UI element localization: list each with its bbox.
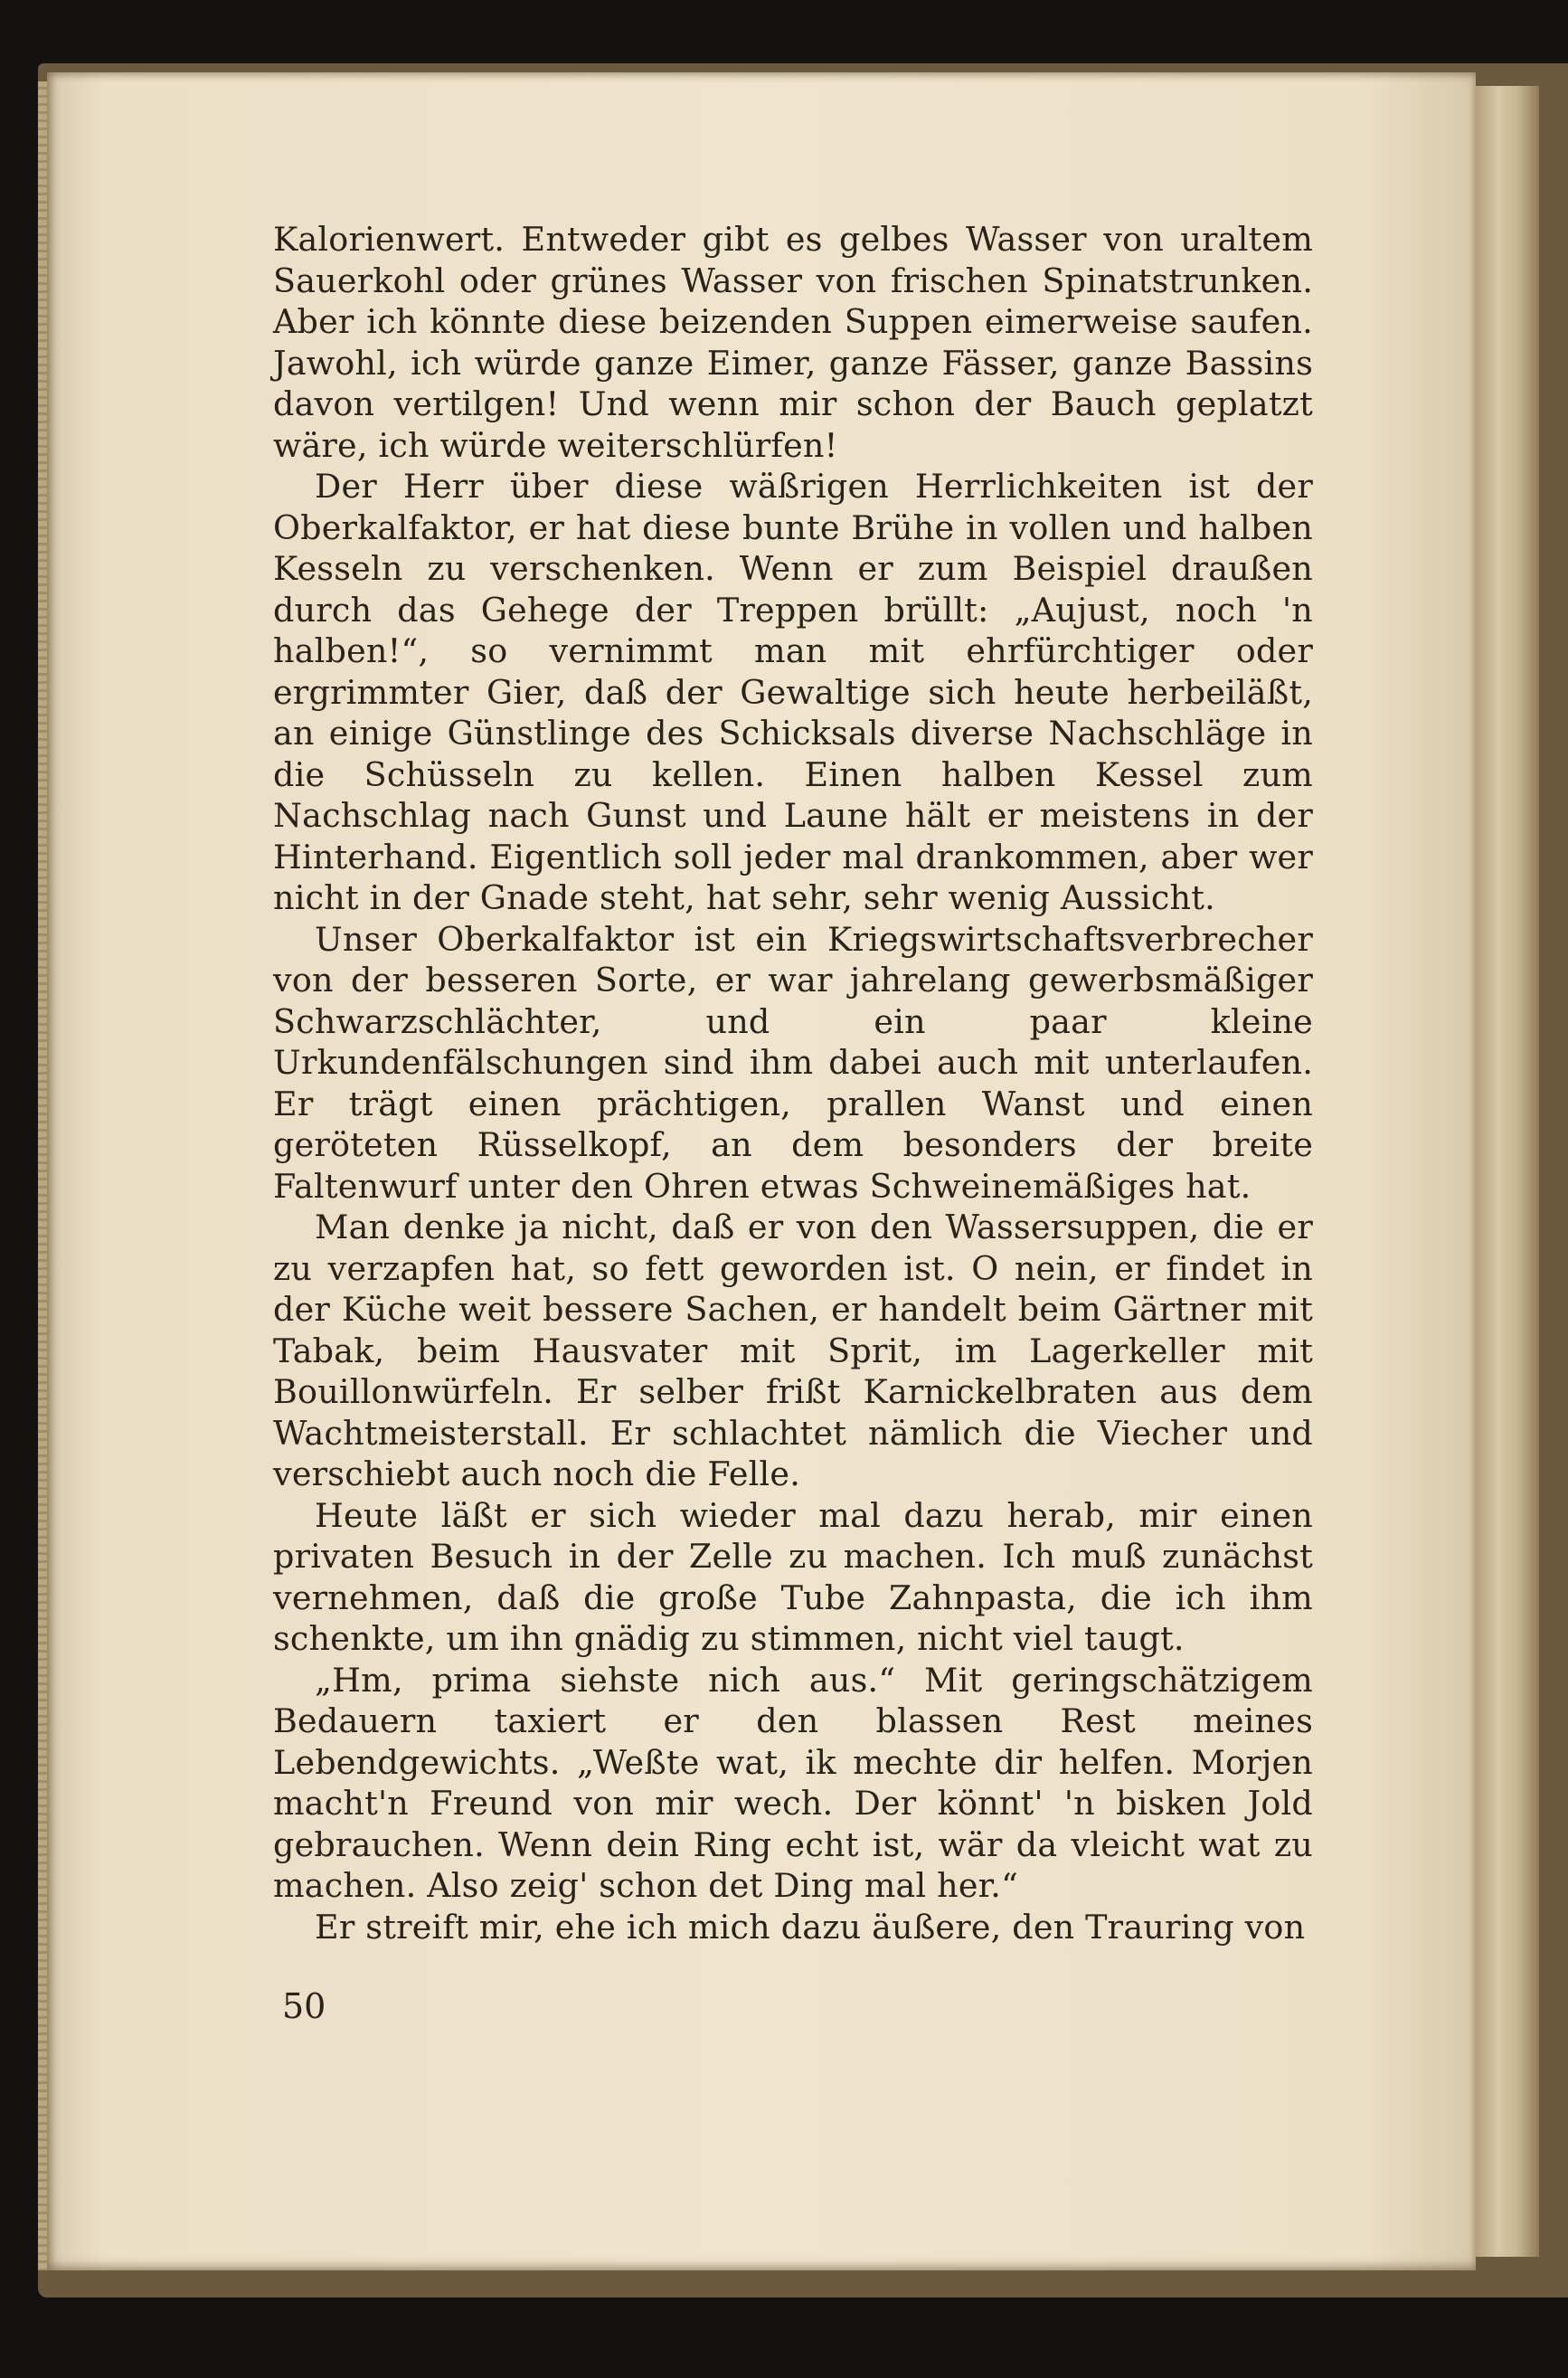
paragraph: Heute läßt er sich wieder mal dazu herab, mir einen privaten Besuch in der Zelle zu machen. Ich muß zunächst vernehmen, daß die große Tube Zahnpasta, die ich ihm schenkte, um ihn gnädig zu stimmen, nicht viel taugt.	[273, 1495, 1313, 1658]
paragraph: Kalorienwert. Entweder gibt es gelbes Wasser von uraltem Sauerkohl oder grünes Wasser von frischen Spinatstrunken. Aber ich könnte diese beizenden Suppen eimerweise saufen. Jawohl, ich würde ganze Eimer, ganze Fässer, ganze Bassins davon vertilgen! Und wenn mir schon der Bauch geplatzt wäre, ich würde weiterschlürfen!	[273, 220, 1313, 465]
paragraph: Unser Oberkalfaktor ist ein Kriegswirtschaftsverbrecher von der besseren Sorte, er war jahrelang gewerbsmäßiger Schwarzschlächter, und ein paar kleine Urkundenfälschungen sind ihm dabei auch mit unterlaufen. Er trägt einen prächtigen, prallen Wanst und einen geröteten Rüsselkopf, an dem besonders der breite Faltenwurf unter den Ohren etwas Schweinemäßiges hat.	[273, 919, 1313, 1206]
body-text	[273, 219, 1313, 1947]
paragraph: Der Herr über diese wäßrigen Herrlichkeiten ist der Oberkalfaktor, er hat diese bunte Brühe in vollen und halben Kesseln zu verschenken. Wenn er zum Beispiel draußen durch das Gehege der Treppen brüllt: „Aujust, noch 'n halben!“, so vernimmt man mit ehrfürchtiger oder ergrimmter Gier, daß der Gewaltige sich heute herbeiläßt, an einige Günstlinge des Schicksals diverse Nachschläge in die Schüsseln zu kellen. Einen halben Kessel zum Nachschlag nach Gunst und Laune hält er meistens in der Hinterhand. Eigentlich soll jeder mal drankommen, aber wer nicht in der Gnade steht, hat sehr, sehr wenig Aussicht.	[273, 467, 1313, 917]
page-stack-right-edge	[1476, 86, 1539, 2257]
paragraph: „Hm, prima siehste nich aus.“ Mit geringschätzigem Bedauern taxiert er den blassen Rest meines Lebendgewichts. „Weßte wat, ik mechte dir helfen. Morjen macht'n Freund von mir wech. Der könnt' 'n bisken Jold gebrauchen. Wenn dein Ring echt ist, wär da vleicht wat zu machen. Also zeig' schon det Ding mal her.“	[273, 1660, 1313, 1905]
page-number: 50	[282, 1986, 326, 2026]
paragraph: Er streift mir, ehe ich mich dazu äußere, den Trauring von	[315, 1907, 1306, 1947]
paragraph: Man denke ja nicht, daß er von den Wassersuppen, die er zu verzapfen hat, so fett geworden ist. O nein, er findet in der Küche weit bessere Sachen, er handelt beim Gärtner mit Tabak, beim Hausvater mit Sprit, im Lagerkeller mit Bouillonwürfeln. Er selber frißt Karnickelbraten aus dem Wachtmeisterstall. Er schlachtet nämlich die Viecher und verschiebt auch noch die Felle.	[273, 1208, 1313, 1493]
